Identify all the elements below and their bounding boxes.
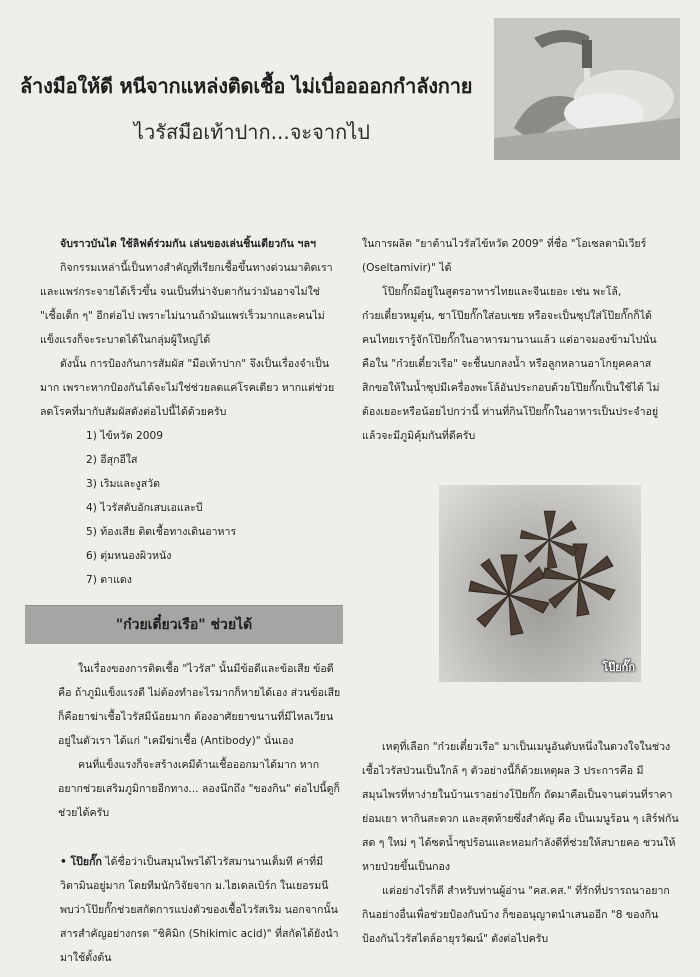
right-column <box>362 232 662 448</box>
disease-list <box>40 424 340 592</box>
star-anise-illustration <box>439 485 641 682</box>
handwashing-photo <box>494 18 680 160</box>
star-anise-heading: • โป๊ยกั๊ก <box>60 856 102 868</box>
star-anise-section <box>60 850 342 970</box>
intro-lead: จับราวบันได ใช้ลิฟต์ร่วมกัน เล่นของเล่นชิ้นเดียวกัน ฯลฯ <box>60 238 316 250</box>
section-heading: "ก๋วยเตี๋ยวเรือ" ช่วยได้ <box>25 605 343 644</box>
list-item: 3) เริมและงูสวัด <box>86 478 161 490</box>
left-column-section <box>58 657 343 825</box>
star-anise-paragraph: ได้ชื่อว่าเป็นสมุนไพรได้ไวรัสมานานเต็มที ค่าที่มีวิตามินอยู่มาก โดยทีมนักวิจัยจาก ม.ไฮเดลเบิร์ก ในเยอรมนี พบว่าโป๊ยกั๊กช่วยสกัดการแบ่งตัวของเชื้อไวรัสเริม นอกจากนั้นสารสำคัญอย่างกรด "ชิคิมิก (Shikimic acid)" ที่สกัดได้ยังนำมาใช้ตั้งต้น <box>60 856 339 964</box>
intro-paragraph: กิจกรรมเหล่านี้เป็นทางสำคัญที่เรียกเชื้อขึ้นทางด่วนมาติดเราและแพร่กระจายได้เร็วขึ้น จนเป็นที่น่าจับตากันว่ามันอาจไม่ใช่ "เชื้อเด็ก ๆ" อีกต่อไป เพราะไม่นานถ้ามันแพร่เร็วมากและคนไม่แข็งแรงก็จะระบาดได้ในกลุ่มผู้ใหญ่ได้ <box>40 262 333 346</box>
boat-noodle-paragraph: เหตุที่เลือก "ก๋วยเตี๋ยวเรือ" มาเป็นเมนูอันดับหนึ่งในดวงใจในช่วงเชื้อไวรัสป่วนเป็นใกล้ ๆ ตัวอย่างนี้ก็ด้วยเหตุผล 3 ประการคือ มีสมุนไพรที่หาง่ายในบ้านเราอย่างโป๊ยกั๊ก ถัดมาคือเป็นจานด่วนที่ราคาย่อมเยา หากินสะดวก และสุดท้ายซึ่งสำคัญ คือ เป็นเมนูร้อน ๆ เสิร์ฟกันสด ๆ ใหม่ ๆ ได้ซดน้ำซุปร้อนและหอมกำลังดีที่ช่วยให้สบายคอ ชวนให้หายป่วยขึ้นเป็นกอง <box>362 741 679 873</box>
list-item: 2) อีสุกอีใส <box>86 454 138 466</box>
oseltamivir-paragraph: ในการผลิต "ยาต้านไวรัสไข้หวัด 2009" ที่ชื่อ "โอเซลตามิเวียร์ (Oseltamivir)" ได้ <box>362 238 647 274</box>
list-item: 7) ตาแดง <box>86 574 132 586</box>
left-column <box>40 232 340 592</box>
virus-paragraph: ในเรื่องของการติดเชื้อ "ไวรัส" นั้นมีข้อดีและข้อเสีย ข้อดีคือ ถ้าภูมิแข็งแรงดี ไม่ต้องทำอะไรมากก็หายได้เอง ส่วนข้อเสียก็คือยาฆ่าเชื้อไวรัสมีน้อยมาก ต้องอาศัยยาขนานที่มีไหลเวียนอยู่ในตัวเรา ได้แก่ "เคมีฆ่าเชื้อ (Antibody)" นั่นเอง <box>58 663 341 747</box>
list-item: 1) ไข้หวัด 2009 <box>86 430 163 442</box>
star-anise-food-paragraph: โป๊ยกั๊กมีอยู่ในสูตรอาหารไทยและจีนเยอะ เช่น พะโล้, ก๋วยเตี๋ยวหมูตุ๋น, ชาโป๊ยกั๊กใส่อบเชย หรือจะเป็นซุปใส่โป๊ยกั๊กก็ได้ คนไทยเรารู้จักโป๊ยกั๊กในอาหารมานานแล้ว แต่อาจมองข้ามไปนั่นคือใน "ก๋วยเตี๋ยวเรือ" จะชื้นบกลงน้ำ หรือลูกหลานอาโกยุคคลาสสิกขอให้ในน้ำซุปมีเครื่องพะโล้อันประกอบด้วยโป๊ยกั๊กเป็นใช้ได้ ไม่ต้องเยอะหรือน้อยไปกว่านี้ ท่านที่กินโป๊ยกั๊กในอาหารเป็นประจำอยู่แล้วจะมีภูมิคุ้มกันที่ดีครับ <box>362 286 660 442</box>
list-item: 4) ไวรัสตับอักเสบเอและบี <box>86 502 203 514</box>
closing-paragraph: แต่อย่างไรก็ดี สำหรับท่านผู้อ่าน "คส.คส." ที่รักที่ปรารถนาอยากกินอย่างอื่นเพื่อช่วยป้องกันบ้าง ก็ขออนุญาตนำเสนออีก "8 ของกินป้องกันไวรัสไตล์อายุรวัฒน์" ดังต่อไปครับ <box>362 885 670 945</box>
photo-caption: โป๊ยกั๊ก <box>602 661 635 674</box>
header <box>20 70 490 148</box>
page-title: ล้างมือให้ดี หนีจากแหล่งติดเชื้อ ไม่เบื่ออออกกำลังกาย <box>20 74 473 98</box>
star-anise-photo <box>439 485 641 682</box>
page-subtitle: ไวรัสมือเท้าปาก...จะจากไป <box>133 120 370 144</box>
handwashing-illustration <box>494 18 680 160</box>
prevention-paragraph: ดังนั้น การป้องกันการสัมผัส "มือเท้าปาก" จึงเป็นเรื่องจำเป็นมาก เพราะหากป้องกันได้จะไม่ใช่ช่วยลดแค่โรคเดียว หากแต่ช่วยลดโรคที่มากับสัมผัสดังต่อไปนี้ได้ด้วยครับ <box>40 358 335 418</box>
right-column-section <box>362 735 680 951</box>
list-item: 5) ท้องเสีย ติดเชื้อทางเดินอาหาร <box>86 526 237 538</box>
food-intro-paragraph: คนที่แข็งแรงก็จะสร้างเคมีต้านเชื้อออกมาได้มาก หากอยากช่วยเสริมภูมิกายอีกทาง... ลองนึกถึง "ของกิน" ต่อไปนี้ดูก็ช่วยได้ครับ <box>58 759 340 819</box>
list-item: 6) ตุ่มหนองผิวหนัง <box>86 550 172 562</box>
